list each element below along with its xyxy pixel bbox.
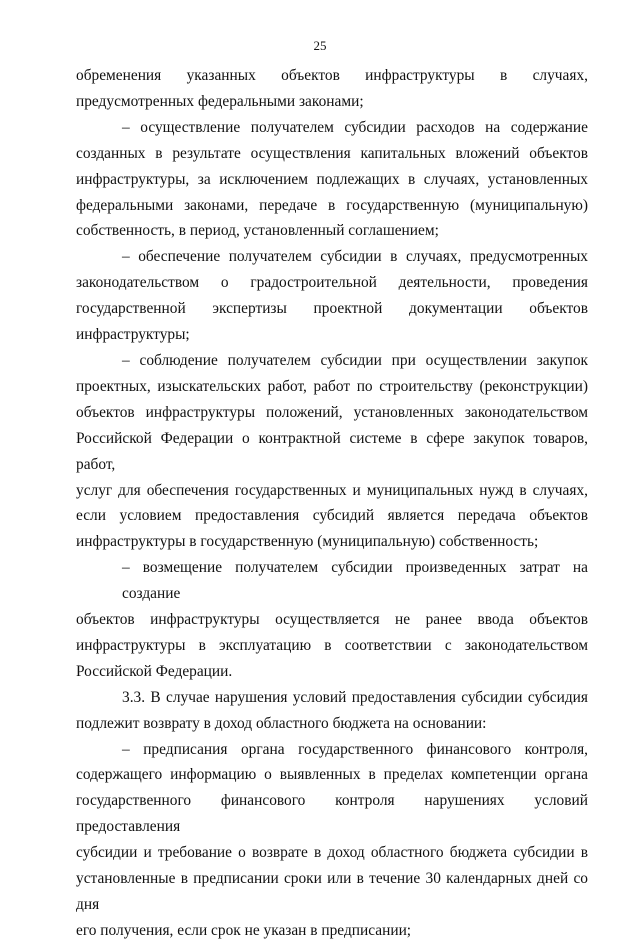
text-line: – соблюдение получателем субсидии при осуществлении закупок [122,351,588,369]
text-line: если условием предоставления субсидий является передача объектов [76,507,588,525]
text-line: инфраструктуры в государственную (муниципальную) собственность; [76,533,539,551]
text-line: законодательством о градостроительной деятельности, проведения [76,274,588,292]
text-line: – осуществление получателем субсидии расходов на содержание [122,118,588,136]
text-line: проектных, изыскательских работ, работ по строительству (реконструкции) [76,377,588,395]
text-line: установленные в предписании сроки или в течение 30 календарных дней со дня [76,870,588,913]
paragraph-continuation [76,63,588,115]
text-line: созданных в результате осуществления капитальных вложений объектов [76,144,588,162]
document-body [76,63,588,944]
paragraph-section-3-3 [76,685,588,737]
text-line: собственность, в период, установленный соглашением; [76,222,439,240]
text-line: – возмещение получателем субсидии произведенных затрат на создание [122,559,588,603]
text-line: 3.3. В случае нарушения условий предоставления субсидии субсидия [122,688,588,706]
paragraph-maintenance-costs [76,115,588,245]
paragraph-reimbursement [76,555,588,685]
text-line: государственного финансового контроля нарушениях условий предоставления [76,792,588,836]
paragraph-financial-control-order [76,737,588,944]
text-line: – обеспечение получателем субсидии в случаях, предусмотренных [122,248,588,266]
text-line: подлежит возврату в доход областного бюджета на основании: [76,714,487,732]
text-line: Российской Федерации о контрактной системе в сфере закупок товаров, работ, [76,429,588,473]
text-line: Российской Федерации. [76,662,233,680]
text-line: субсидии и требование о возврате в доход областного бюджета субсидии в [76,844,588,862]
text-line: содержащего информацию о выявленных в пределах компетенции органа [76,766,588,784]
text-line: инфраструктуры; [76,326,190,344]
text-line: – предписания органа государственного финансового контроля, [122,740,588,758]
text-line: объектов инфраструктуры осуществляется не ранее ввода объектов [76,611,588,629]
paragraph-state-expertise [76,244,588,348]
text-line: услуг для обеспечения государственных и муниципальных нужд в случаях, [76,481,588,499]
text-line: его получения, если срок не указан в предписании; [76,921,412,939]
paragraph-procurement [76,348,588,555]
text-line: предусмотренных федеральными законами; [76,92,364,110]
text-line: обременения указанных объектов инфраструктуры в случаях, [76,67,588,84]
text-line: государственной экспертизы проектной документации объектов [76,300,588,318]
text-line: федеральными законами, передаче в государственную (муниципальную) [76,196,588,214]
text-line: инфраструктуры, за исключением подлежащих в случаях, установленных [76,170,588,188]
text-line: инфраструктуры в эксплуатацию в соответствии с законодательством [76,636,588,654]
page-number: 25 [313,38,327,53]
text-line: объектов инфраструктуры положений, установленных законодательством [76,403,588,421]
